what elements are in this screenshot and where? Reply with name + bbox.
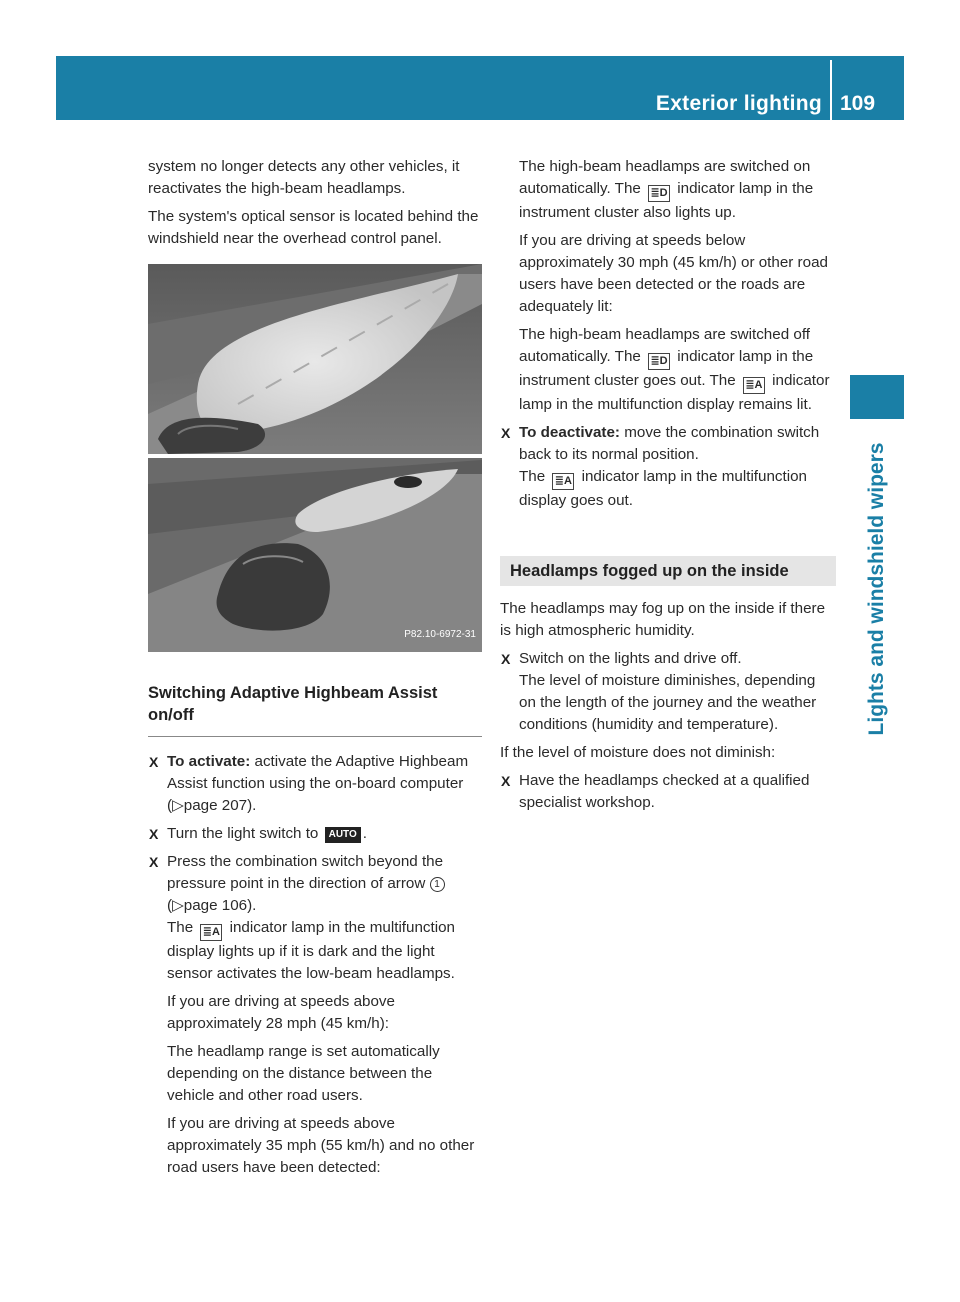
instruction-step: X Press the combination switch beyond the pressure point in the direction of arrow 1 (▷page 106). The ≣A indicator lamp in the multifunction display lights up if it is dark and the light sensor activates the low-beam headlamps. bbox=[149, 853, 456, 982]
paragraph: system no longer detects any other vehicles, it reactivates the high-beam headlamps. bbox=[148, 158, 460, 197]
assist-indicator-icon: ≣A bbox=[552, 473, 574, 490]
paragraph: The high-beam headlamps are switched on automatically. The ≣D indicator lamp in the instrument cluster also lights up. bbox=[519, 158, 814, 221]
paragraph: The high-beam headlamps are switched off automatically. The ≣D indicator lamp in the instrument cluster goes out. The ≣A indicator lamp in the multifunction display remains lit. bbox=[519, 326, 830, 413]
highbeam-illustration bbox=[148, 264, 482, 652]
instruction-step: X To activate: activate the Adaptive Highbeam Assist function using the on-board computer (▷page 207). bbox=[149, 753, 469, 814]
step-marker-icon: X bbox=[501, 651, 511, 667]
right-column bbox=[500, 156, 836, 820]
step-marker-icon: X bbox=[149, 826, 159, 842]
left-column bbox=[148, 156, 482, 1185]
header-separator bbox=[830, 60, 832, 120]
step-marker-icon: X bbox=[501, 425, 511, 441]
side-tab-marker bbox=[850, 375, 904, 419]
paragraph: If you are driving at speeds above approximately 28 mph (45 km/h): bbox=[167, 993, 395, 1032]
instruction-step: X Switch on the lights and drive off. The level of moisture diminishes, depending on the length of the journey and the weather conditions (humidity and temperature). bbox=[501, 650, 817, 733]
reference-arrow-icon: ▷ bbox=[172, 797, 184, 814]
side-tab-label: Lights and windshield wipers bbox=[865, 442, 888, 736]
paragraph: If you are driving at speeds below approximately 30 mph (45 km/h) or other road users have been detected or the roads are adequately lit: bbox=[519, 232, 828, 315]
chapter-title: Exterior lighting bbox=[655, 92, 822, 115]
step-marker-icon: X bbox=[149, 854, 159, 870]
paragraph: The system's optical sensor is located behind the windshield near the overhead control panel. bbox=[148, 208, 479, 247]
instruction-step: X To deactivate: move the combination switch back to its normal position. The ≣A indicator lamp in the multifunction display goes out. bbox=[501, 424, 820, 509]
page-number: 109 bbox=[840, 92, 876, 115]
side-tab bbox=[850, 425, 904, 753]
section-heading: Headlamps fogged up on the inside bbox=[500, 556, 836, 586]
page-reference[interactable]: page 207 bbox=[183, 797, 248, 814]
high-beam-indicator-icon: ≣D bbox=[648, 353, 670, 370]
assist-indicator-icon: ≣A bbox=[200, 924, 222, 941]
reference-arrow-icon: ▷ bbox=[172, 897, 184, 914]
step-marker-icon: X bbox=[149, 754, 159, 770]
page-reference[interactable]: page 106 bbox=[183, 897, 248, 914]
arrow-number-icon: 1 bbox=[430, 877, 445, 892]
high-beam-indicator-icon: ≣D bbox=[648, 185, 670, 202]
paragraph: If the level of moisture does not diminish: bbox=[500, 744, 776, 761]
step-marker-icon: X bbox=[501, 773, 511, 789]
auto-switch-icon: AUTO bbox=[325, 827, 361, 843]
paragraph: The headlamp range is set automatically depending on the distance between the vehicle and other road users. bbox=[167, 1043, 440, 1104]
figure-code: P82.10-6972-31 bbox=[404, 629, 476, 640]
road-scene-image bbox=[148, 264, 482, 652]
paragraph: If you are driving at speeds above approximately 35 mph (55 km/h) and no other road users have been detected: bbox=[167, 1115, 475, 1176]
instruction-step: X Turn the light switch to AUTO . bbox=[148, 823, 482, 845]
paragraph: The headlamps may fog up on the inside if there is high atmospheric humidity. bbox=[500, 600, 826, 639]
instruction-step: X Have the headlamps checked at a qualified specialist workshop. bbox=[501, 772, 810, 811]
assist-indicator-icon: ≣A bbox=[743, 377, 765, 394]
section-heading: Switching Adaptive Highbeam Assist on/off bbox=[148, 682, 482, 737]
